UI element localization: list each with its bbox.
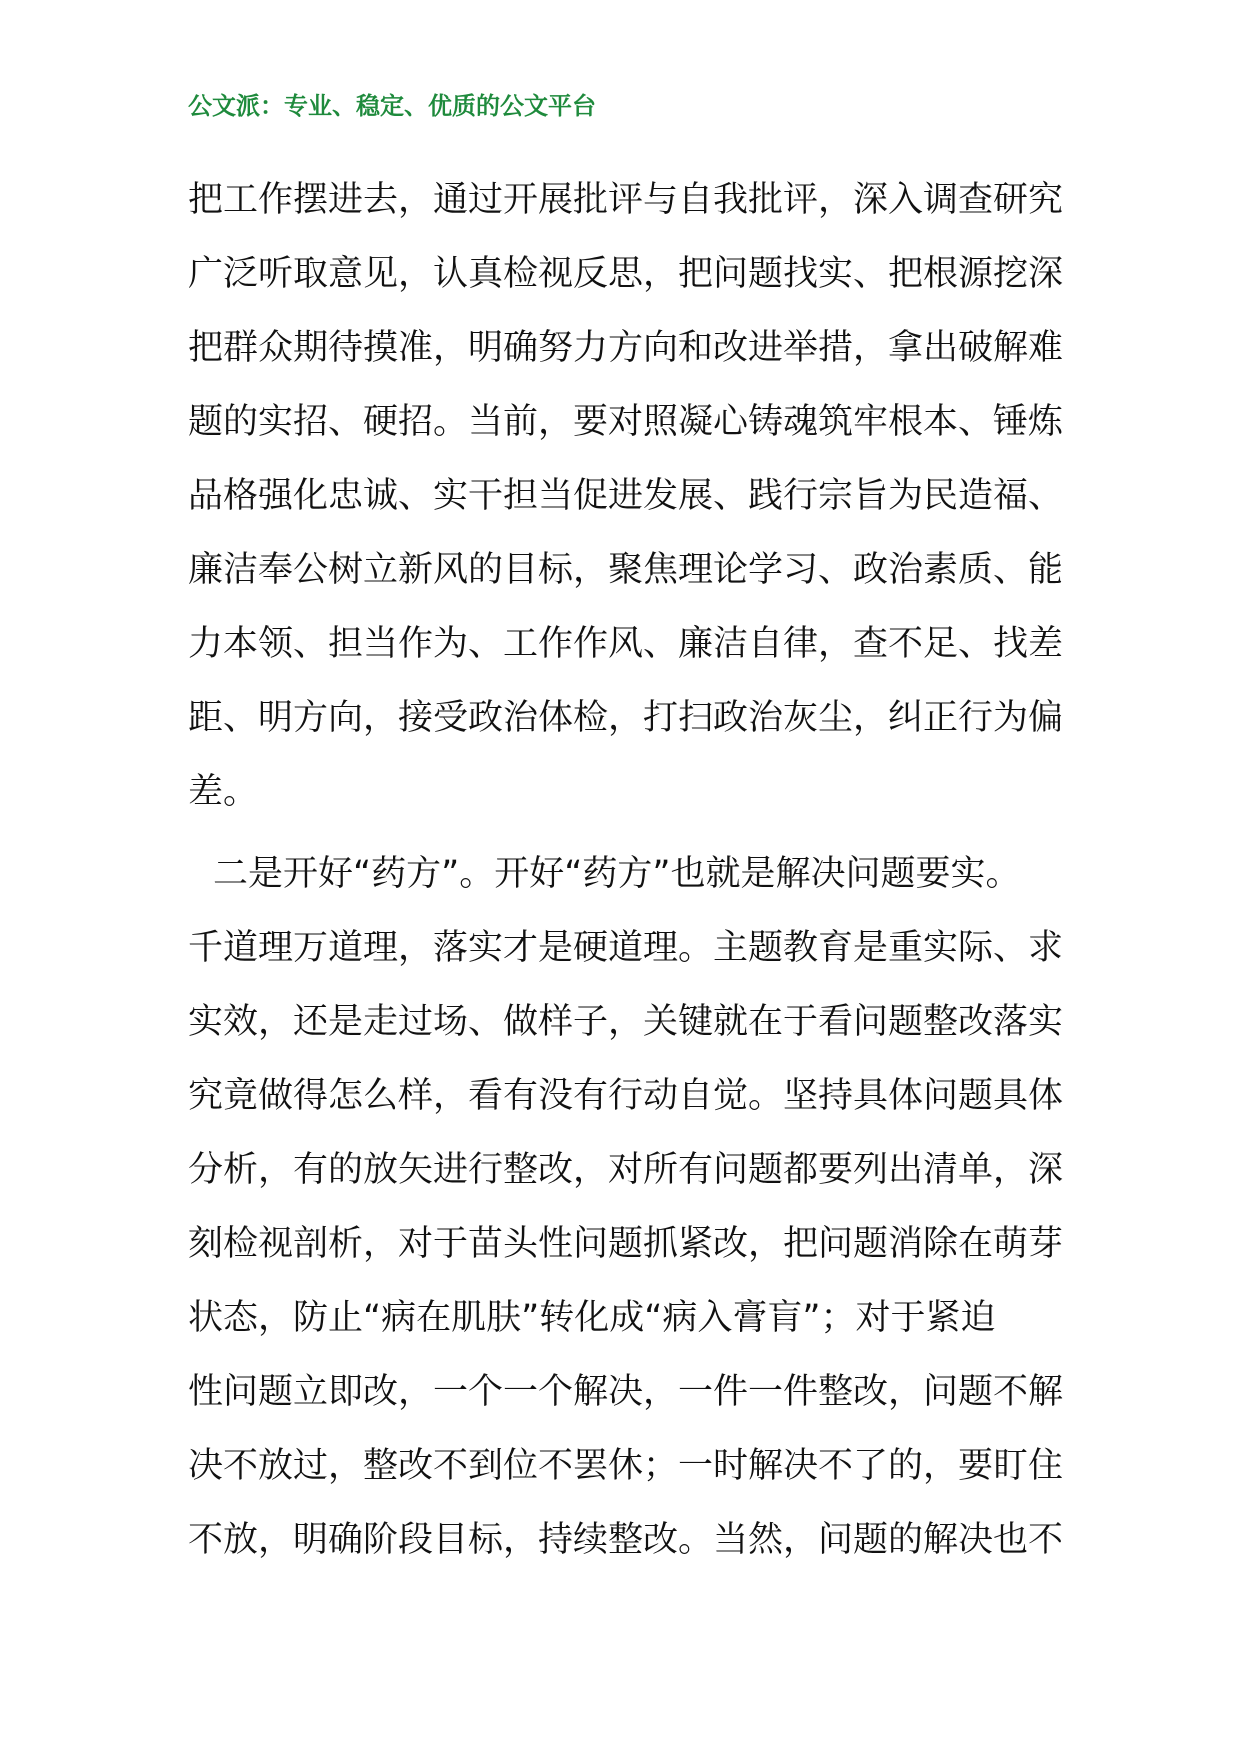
text-line: 距、明方向，接受政治体检，打扫政治灰尘，纠正行为偏 [188,698,1064,738]
paragraph-1 [188,163,1064,829]
text-line: 二是开好“药方”。开好“药方”也就是解决问题要实。 [213,854,1021,894]
text-line: 实效，还是走过场、做样子，关键就在于看问题整改落实 [188,1002,1064,1042]
text-line: 题的实招、硬招。当前，要对照凝心铸魂筑牢根本、锤炼 [188,402,1064,442]
text-line: 决不放过，整改不到位不罢休；一时解决不了的，要盯住 [188,1446,1064,1486]
text-line: 究竟做得怎么样，看有没有行动自觉。坚持具体问题具体 [188,1076,1064,1116]
paragraph-spacer [188,829,1058,837]
text-line: 品格强化忠诚、实干担当促进发展、践行宗旨为民造福、 [188,476,1064,516]
text-line: 广泛听取意见，认真检视反思，把问题找实、把根源挖深 [188,254,1064,294]
paragraph-2 [188,837,1064,1577]
document-body [188,163,1064,1577]
text-line: 千道理万道理，落实才是硬道理。主题教育是重实际、求 [188,928,1064,968]
text-line: 差。 [188,772,259,812]
text-line: 状态，防止“病在肌肤”转化成“病入膏肓”；对于紧迫 [188,1298,996,1338]
text-line: 不放，明确阶段目标，持续整改。当然，问题的解决也不 [188,1520,1064,1560]
text-line: 把群众期待摸准，明确努力方向和改进举措，拿出破解难 [188,328,1064,368]
text-line: 分析，有的放矢进行整改，对所有问题都要列出清单，深 [188,1150,1064,1190]
text-line: 把工作摆进去，通过开展批评与自我批评，深入调查研究 [188,180,1064,220]
site-header-slogan: 公文派：专业、稳定、优质的公文平台 [188,91,596,120]
text-line: 性问题立即改，一个一个解决，一件一件整改，问题不解 [188,1372,1064,1412]
text-line: 力本领、担当作为、工作作风、廉洁自律，查不足、找差 [188,624,1064,664]
text-line: 刻检视剖析，对于苗头性问题抓紧改，把问题消除在萌芽 [188,1224,1064,1264]
text-line: 廉洁奉公树立新风的目标，聚焦理论学习、政治素质、能 [188,550,1064,590]
